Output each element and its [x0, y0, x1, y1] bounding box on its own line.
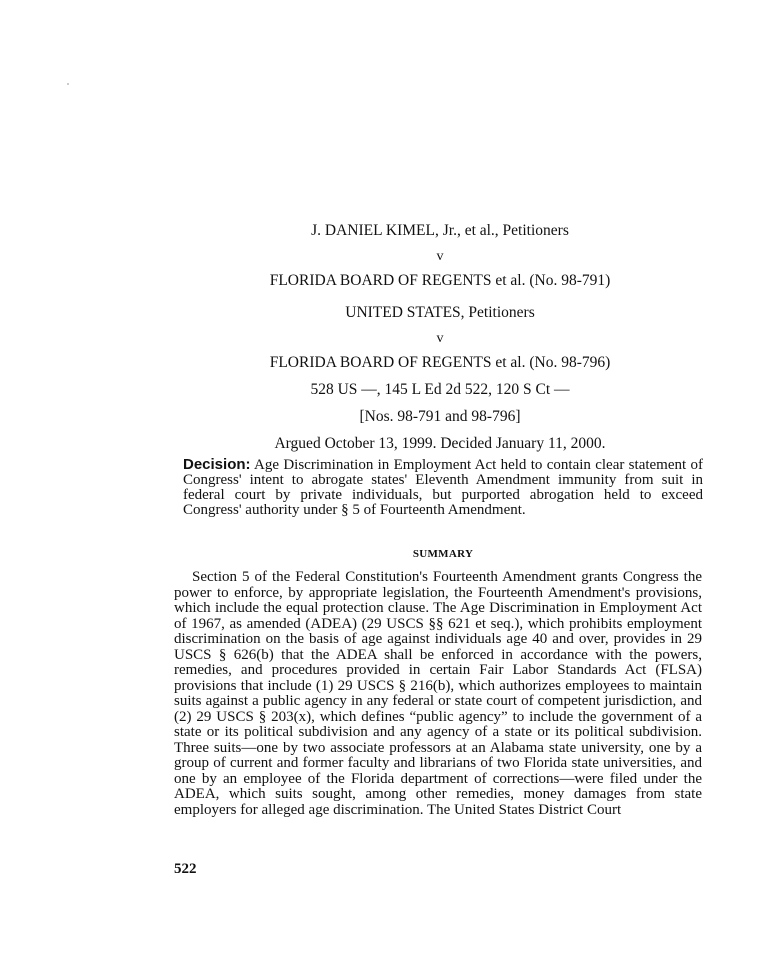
argued-decided-dates: Argued October 13, 1999. Decided January 11, 2000. — [274, 435, 606, 452]
summary-heading: SUMMARY — [412, 548, 474, 560]
respondent-1: FLORIDA BOARD OF REGENTS et al. (No. 98-791) — [269, 272, 611, 289]
versus-1: v — [436, 249, 444, 264]
case-caption — [180, 222, 700, 453]
decision-label: Decision: — [183, 456, 251, 473]
petitioner-1: J. DANIEL KIMEL, Jr., et al., Petitioners — [311, 222, 569, 239]
citation: 528 US —, 145 L Ed 2d 522, 120 S Ct — — [310, 381, 570, 398]
decision-text: Age Discrimination in Employment Act held to contain clear statement of Congress' intent to abrogate states' Eleventh Amendment immunity from suit in federal court by private individuals, but purported abrogation held to exceed Congress' authority under § 5 of Fourteenth Amendment. — [183, 457, 703, 518]
scan-speck — [67, 83, 69, 85]
page-number: 522 — [174, 861, 197, 877]
petitioner-2: UNITED STATES, Petitioners — [345, 304, 535, 321]
versus-2: v — [436, 331, 444, 346]
docket-numbers: [Nos. 98-791 and 98-796] — [359, 408, 521, 425]
respondent-2: FLORIDA BOARD OF REGENTS et al. (No. 98-796) — [269, 354, 611, 371]
summary-body: Section 5 of the Federal Constitution's Fourteenth Amendment grants Congress the power to enforce, by appropriate legislation, the Fourteenth Amendment's provisions, which include the equal protection clause. The Age Discrimination in Employment Act of 1967, as amended (ADEA) (29 USCS §§ 621 et seq.), which prohibits employment discrimination on the basis of age against individuals age 40 and over, provides in 29 USCS § 626(b) that the ADEA shall be enforced in accordance with the powers, remedies, and procedures provided in certain Fair Labor Standards Act (FLSA) provisions that include (1) 29 USCS § 216(b), which authorizes employees to maintain suits against a public agency in any federal or state court of competent jurisdiction, and (2) 29 USCS § 203(x), which defines “public agency” to include the government of a state or its political subdivision and any agency of a state or its political subdivision. Three suits—one by two associate professors at an Alabama state university, one by a group of current and former faculty and librarians of two Florida state universities, and one by an employee of the Florida department of corrections—were filed under the ADEA, which suits sought, among other remedies, money damages from state employers for alleged age discrimination. The United States District Court — [174, 569, 702, 818]
decision-paragraph — [183, 457, 703, 518]
